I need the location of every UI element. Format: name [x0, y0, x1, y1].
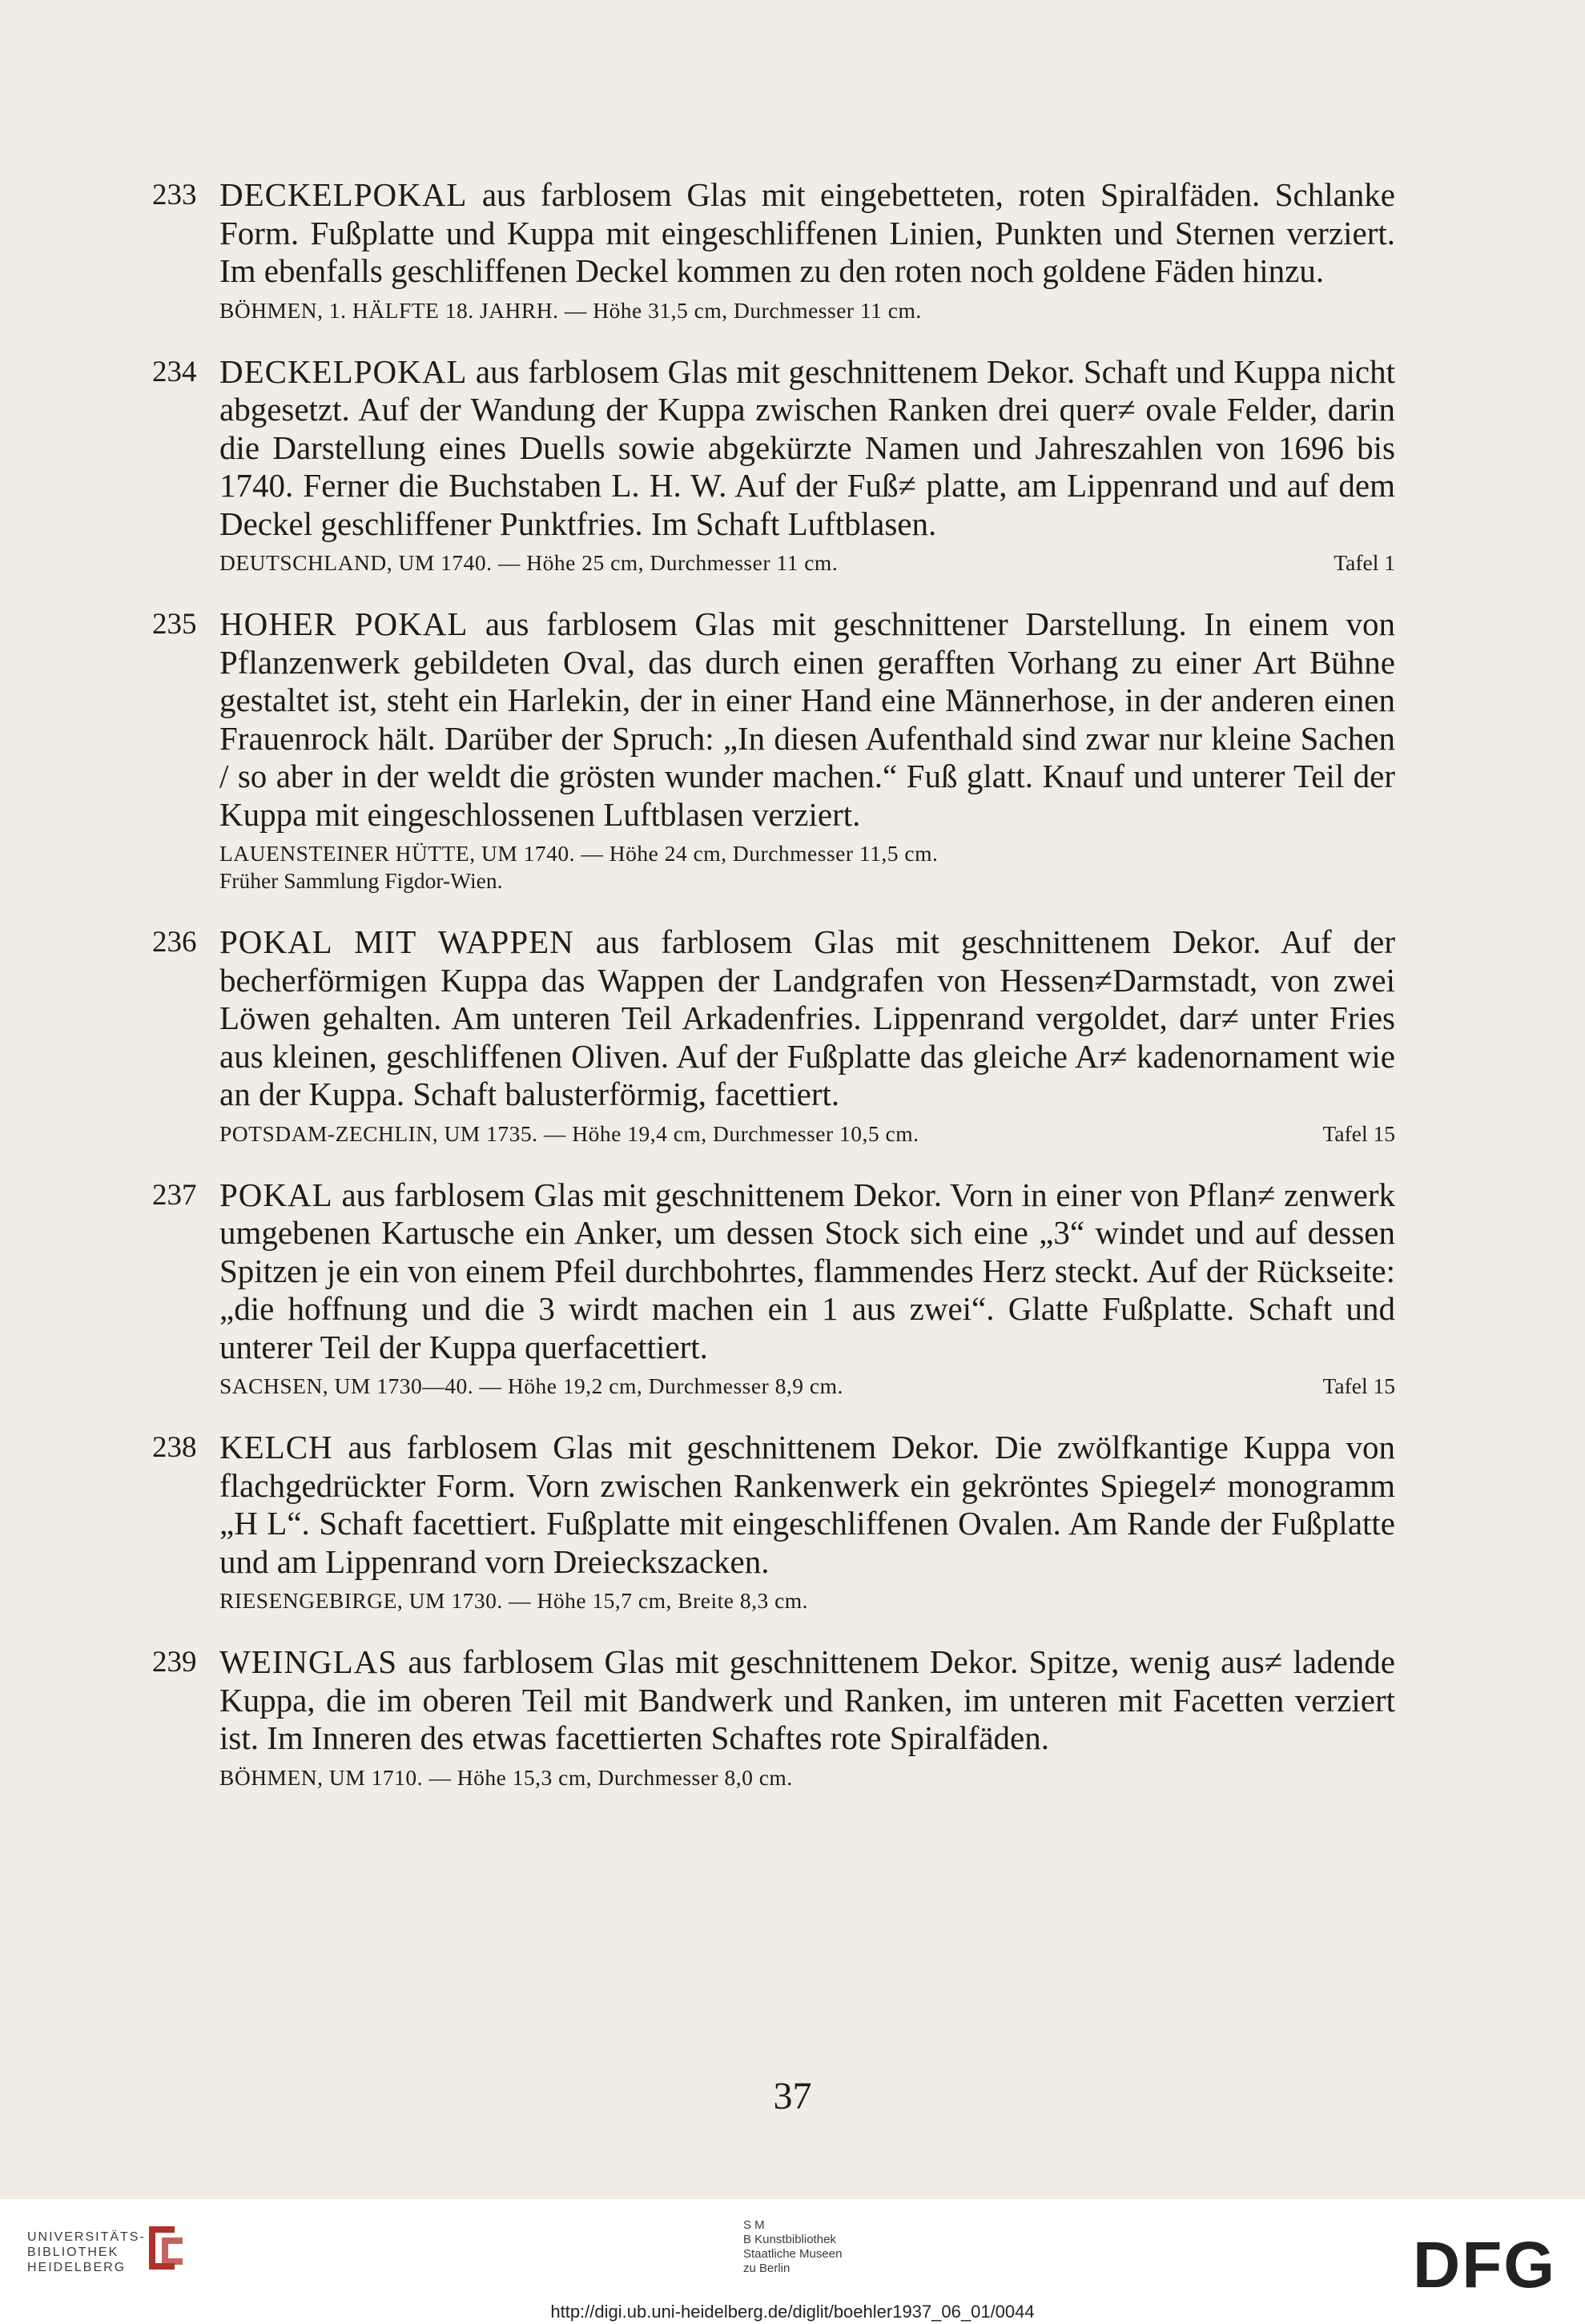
catalogue-entry [152, 1176, 1395, 1401]
museum-line: S M [743, 2218, 765, 2232]
entry-text: aus farblosem Glas mit geschnittener Darstellung. In einem von Pflanzenwerk gebildeten Oval, das durch einen gerafften Vorhang zu einer Art Bühne gestaltet ist, steht ein Harlekin, der in einer Hand eine Männerhose, in der anderen einen Frauenrock hält. Darüber der Spruch: „In diesen Aufenthald sind zwar nur kleine Sachen / so aber in der weldt die grösten wunder machen.“ Fuß glatt. Knauf und unterer Teil der Kuppa mit eingeschlossenen Luftblasen verziert. [219, 605, 1395, 833]
entry-title: POKAL MIT WAPPEN [219, 923, 574, 960]
catalogue-entry [152, 1643, 1395, 1791]
university-line: BIBLIOTHEK [27, 2246, 119, 2259]
entry-number: 237 [152, 1178, 197, 1212]
entry-provenance: BÖHMEN, 1. HÄLFTE 18. JAHRH. — Höhe 31,5 cm, Durchmesser 11 cm. [219, 297, 922, 323]
university-library-name[interactable] [27, 2230, 146, 2275]
university-logo-icon[interactable] [143, 2221, 187, 2278]
entry-meta [219, 1764, 1395, 1791]
entry-meta [219, 1120, 1395, 1148]
university-line: HEIDELBERG [27, 2261, 127, 2274]
entry-description [219, 605, 1395, 834]
entry-text: aus farblosem Glas mit geschnittenem Dekor. Vorn in einer von Pflan≠ zenwerk umgebenen Kartusche ein Anker, um dessen Stock sich eine „3“ windet und auf dessen Spitzen je ein von einem Pfeil durchbohrtes, flammendes Herz steckt. Auf der Rückseite: „die hoffnung und die 3 wirdt machen ein 1 aus zwei“. Glatte Fußplatte. Schaft und unterer Teil der Kuppa querfacettiert. [219, 1176, 1395, 1365]
entry-plate: Tafel 15 [1322, 1373, 1395, 1398]
entry-meta [219, 297, 1395, 324]
entry-provenance: RIESENGEBIRGE, UM 1730. — Höhe 15,7 cm, Breite 8,3 cm. [219, 1588, 809, 1613]
entry-number: 239 [152, 1646, 197, 1679]
museum-credit[interactable] [743, 2218, 842, 2276]
entry-provenance: BÖHMEN, UM 1710. — Höhe 15,3 cm, Durchmesser 8,0 cm. [219, 1764, 793, 1790]
entry-title: DECKELPOKAL [219, 352, 468, 390]
entry-title: POKAL [219, 1176, 333, 1213]
museum-line: B Kunstbibliothek [743, 2233, 836, 2246]
entry-title: HOHER POKAL [219, 605, 469, 642]
page-number: 37 [773, 2075, 812, 2117]
entry-number: 238 [152, 1431, 197, 1464]
entry-meta [219, 1373, 1395, 1400]
museum-line: Staatliche Museen [743, 2247, 843, 2261]
catalogue-entry [152, 1429, 1395, 1614]
entry-description [219, 1643, 1395, 1758]
entry-note: Früher Sammlung Figdor-Wien. [219, 868, 503, 893]
entry-title: WEINGLAS [219, 1643, 398, 1680]
entry-text: aus farblosem Glas mit geschnittenem Dekor. Die zwölfkantige Kuppa von flachgedrückter Form. Vorn zwischen Rankenwerk ein gekröntes Spiegel≠ monogramm „H L“. Schaft facettiert. Fußplatte mit eingeschliffenen Ovalen. Am Rande der Fußplatte und am Lippenrand vorn Dreieckszacken. [219, 1429, 1395, 1580]
viewer-footer [0, 2199, 1585, 2324]
entry-text: aus farblosem Glas mit geschnittenem Dekor. Auf der becherförmigen Kuppa das Wappen der Landgrafen von Hessen≠Darmstadt, von zwei Löwen gehalten. Am unteren Teil Arkadenfries. Lippenrand vergoldet, dar≠ unter Fries aus kleinen, geschliffenen Oliven. Auf der Fußplatte das gleiche Ar≠ kadenornament wie an der Kuppa. Schaft balusterförmig, facettiert. [219, 923, 1396, 1112]
catalogue-entries [152, 176, 1395, 1820]
entry-number: 236 [152, 926, 197, 959]
entry-text: aus farblosem Glas mit geschnittenem Dekor. Schaft und Kuppa nicht abgesetzt. Auf der Wandung der Kuppa zwischen Ranken drei quer≠ ovale Felder, darin die Darstellung eines Duells sowie abgekürzte Namen und Jahreszahlen von 1696 bis 1740. Ferner die Buchstaben L. H. W. Auf der Fuß≠ platte, am Lippenrand und auf dem Deckel geschliffener Punktfries. Im Schaft Luftblasen. [219, 352, 1395, 542]
entry-provenance: POTSDAM-ZECHLIN, UM 1735. — Höhe 19,4 cm, Durchmesser 10,5 cm. [219, 1120, 919, 1146]
entry-provenance: LAUENSTEINER HÜTTE, UM 1740. — Höhe 24 cm, Durchmesser 11,5 cm. [219, 841, 939, 866]
entry-description [219, 1176, 1395, 1367]
entry-number: 233 [152, 179, 197, 211]
entry-description [219, 353, 1395, 544]
entry-text: aus farblosem Glas mit geschnittenem Dekor. Spitze, wenig aus≠ ladende Kuppa, die im oberen Teil mit Bandwerk und Ranken, im unteren mit Facetten verziert ist. Im Inneren des etwas facettierten Schaftes rote Spiralfäden. [219, 1643, 1395, 1756]
entry-number: 234 [152, 355, 197, 388]
catalogue-entry [152, 605, 1395, 895]
entry-description [219, 176, 1395, 291]
entry-description [219, 923, 1395, 1114]
page-url-link[interactable]: http://digi.ub.uni-heidelberg.de/diglit/boehler1937_06_01/0044 [550, 2302, 1035, 2322]
dfg-logo[interactable]: DFG [1413, 2229, 1557, 2302]
catalogue-entry [152, 923, 1395, 1148]
entry-description [219, 1429, 1395, 1581]
entry-plate: Tafel 15 [1322, 1120, 1395, 1146]
entry-text: aus farblosem Glas mit eingebetteten, roten Spiralfäden. Schlanke Form. Fußplatte und Kuppa mit eingeschliffenen Linien, Punkten und Sternen verziert. Im ebenfalls geschliffenen Deckel kommen zu den roten noch goldene Fäden hinzu. [219, 176, 1395, 289]
entry-meta [219, 1587, 1395, 1614]
entry-number: 235 [152, 608, 197, 641]
entry-title: KELCH [219, 1429, 333, 1466]
university-line: UNIVERSITÄTS- [27, 2230, 146, 2244]
entry-provenance: DEUTSCHLAND, UM 1740. — Höhe 25 cm, Durchmesser 11 cm. [219, 550, 839, 575]
catalogue-entry [152, 353, 1395, 577]
entry-title: DECKELPOKAL [219, 176, 468, 213]
catalogue-entry [152, 176, 1395, 324]
entry-meta [219, 549, 1395, 577]
museum-line: zu Berlin [743, 2262, 790, 2275]
entry-provenance: SACHSEN, UM 1730—40. — Höhe 19,2 cm, Durchmesser 8,9 cm. [219, 1373, 843, 1398]
entry-meta [219, 840, 1395, 867]
entry-plate: Tafel 1 [1334, 550, 1395, 575]
